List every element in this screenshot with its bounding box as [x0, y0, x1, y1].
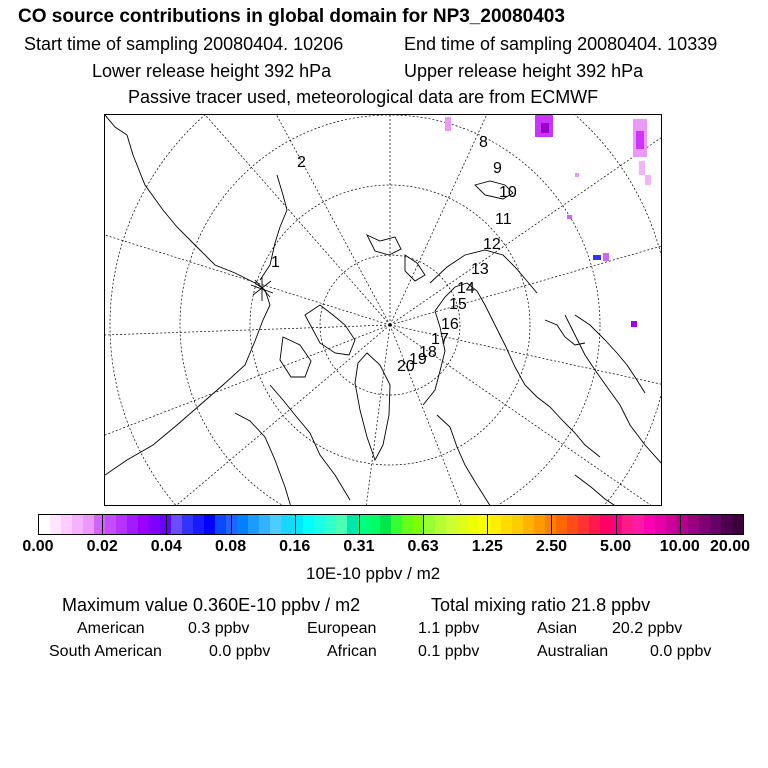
colorbar-divider	[551, 515, 552, 534]
colorbar-tick-label: 2.50	[535, 538, 568, 555]
colorbar-cell	[237, 515, 248, 534]
polar-map	[104, 114, 662, 506]
colorbar-tick-label: 1.25	[471, 538, 503, 555]
colorbar-tick-label: 0.00	[22, 538, 54, 555]
colorbar-cell	[83, 515, 94, 534]
colorbar-cell	[732, 515, 743, 534]
track-label-18: 18	[419, 344, 437, 361]
max-value-text: Maximum value 0.360E-10 ppbv / m2	[62, 595, 361, 615]
colorbar-divider	[680, 515, 681, 534]
colorbar-cell	[314, 515, 325, 534]
colorbar-cell	[325, 515, 336, 534]
colorbar-tick-label: 20.00	[709, 538, 751, 555]
colorbar-tick-label: 0.04	[150, 538, 182, 555]
colorbar-cell	[457, 515, 468, 534]
colorbar-cell	[402, 515, 413, 534]
colorbar-cell	[688, 515, 699, 534]
track-label-11: 11	[495, 211, 512, 228]
colorbar-cell	[622, 515, 633, 534]
colorbar-cell	[424, 515, 435, 534]
colorbar-ticks	[0, 538, 768, 560]
colorbar-tick-label: 5.00	[600, 538, 632, 555]
colorbar	[38, 514, 744, 535]
colorbar-cell	[512, 515, 523, 534]
track-label-20: 20	[397, 358, 415, 375]
colorbar-cell	[138, 515, 149, 534]
region-south-american-value: 0.0 ppbv	[209, 643, 271, 660]
region-american-name: American	[77, 620, 145, 637]
colorbar-cell	[589, 515, 600, 534]
colorbar-cell	[721, 515, 732, 534]
colorbar-cell	[666, 515, 677, 534]
colorbar-cell	[446, 515, 457, 534]
colorbar-tick-label: 0.63	[407, 538, 439, 555]
region-asian-name: Asian	[537, 620, 578, 637]
colorbar-cell	[556, 515, 567, 534]
colorbar-cell	[336, 515, 347, 534]
colorbar-cell	[490, 515, 501, 534]
colorbar-cell	[270, 515, 281, 534]
track-labels	[271, 134, 517, 375]
colorbar-cell	[534, 515, 545, 534]
total-mixing-text: Total mixing ratio 21.8 ppbv	[431, 595, 651, 615]
track-label-2: 2	[297, 154, 306, 171]
colorbar-cell	[468, 515, 479, 534]
colorbar-cell	[347, 515, 358, 534]
colorbar-divider	[231, 515, 232, 534]
colorbar-cell	[523, 515, 534, 534]
colorbar-cell	[435, 515, 446, 534]
region-african-name: African	[327, 643, 377, 660]
colorbar-tick-label: 0.31	[343, 538, 375, 555]
colorbar-tick-label: 10.00	[659, 538, 700, 555]
colorbar-cell	[380, 515, 391, 534]
map-canvas	[105, 115, 662, 506]
region-asian-value: 20.2 ppbv	[612, 620, 683, 637]
colorbar-divider	[295, 515, 296, 534]
colorbar-divider	[423, 515, 424, 534]
colorbar-tick-label: 0.08	[214, 538, 247, 555]
region-european-value: 1.1 ppbv	[418, 620, 480, 637]
colorbar-cell	[193, 515, 204, 534]
track-label-1: 1	[271, 254, 280, 271]
colorbar-cell	[105, 515, 116, 534]
colorbar-cell	[501, 515, 512, 534]
track-label-14: 14	[457, 280, 475, 297]
colorbar-tick-label: 0.02	[86, 538, 118, 555]
colorbar-divider	[359, 515, 360, 534]
colorbar-cell	[259, 515, 270, 534]
colorbar-tick-label: 0.16	[279, 538, 311, 555]
colorbar-cell	[281, 515, 292, 534]
region-australian-name: Australian	[537, 643, 609, 660]
track-label-16: 16	[441, 316, 459, 333]
colorbar-cell	[127, 515, 138, 534]
colorbar-cell	[72, 515, 83, 534]
colorbar-cell	[677, 515, 688, 534]
release-site-marker	[251, 277, 273, 301]
colorbar-cell	[391, 515, 402, 534]
colorbar-cell	[369, 515, 380, 534]
region-american-value: 0.3 ppbv	[188, 620, 250, 637]
start-time-text: Start time of sampling 20080404. 10206	[24, 34, 344, 54]
track-label-15: 15	[449, 296, 467, 313]
colorbar-cell	[479, 515, 490, 534]
colorbar-cell	[116, 515, 127, 534]
page-title: CO source contributions in global domain for NP3_20080403	[18, 6, 565, 27]
colorbar-cell	[655, 515, 666, 534]
region-south-american-name: South American	[49, 643, 162, 660]
region-european-name: European	[307, 620, 377, 637]
track-label-13: 13	[471, 261, 489, 278]
region-african-value: 0.1 ppbv	[418, 643, 480, 660]
colorbar-divider	[102, 515, 103, 534]
colorbar-cell	[292, 515, 303, 534]
track-label-10: 10	[499, 184, 517, 201]
colorbar-cell	[699, 515, 710, 534]
colorbar-divider	[487, 515, 488, 534]
upper-height-text: Upper release height 392 hPa	[404, 61, 644, 81]
track-label-19: 19	[409, 351, 427, 368]
track-label-12: 12	[483, 236, 501, 253]
colorbar-divider	[166, 515, 167, 534]
track-label-8: 8	[479, 134, 488, 151]
lower-height-text: Lower release height 392 hPa	[92, 61, 332, 81]
tracer-note-text: Passive tracer used, meteorological data are from ECMWF	[128, 87, 599, 107]
colorbar-cell	[567, 515, 578, 534]
track-label-9: 9	[493, 160, 502, 177]
colorbar-cell	[94, 515, 105, 534]
colorbar-divider	[616, 515, 617, 534]
region-australian-value: 0.0 ppbv	[650, 643, 712, 660]
end-time-text: End time of sampling 20080404. 10339	[404, 34, 718, 54]
colorbar-cell	[710, 515, 721, 534]
colorbar-cell	[50, 515, 61, 534]
colorbar-cell	[600, 515, 611, 534]
colorbar-cell	[633, 515, 644, 534]
latitude-circles	[110, 115, 662, 506]
tracer-plume	[445, 115, 651, 327]
colorbar-cell	[303, 515, 314, 534]
colorbar-cell	[248, 515, 259, 534]
colorbar-units: 10E-10 ppbv / m2	[306, 564, 441, 583]
colorbar-cell	[204, 515, 215, 534]
colorbar-cell	[215, 515, 226, 534]
colorbar-cell	[644, 515, 655, 534]
colorbar-cell	[578, 515, 589, 534]
colorbar-cell	[182, 515, 193, 534]
colorbar-cell	[149, 515, 160, 534]
colorbar-cell	[171, 515, 182, 534]
track-label-17: 17	[431, 331, 449, 348]
colorbar-cell	[39, 515, 50, 534]
colorbar-cell	[61, 515, 72, 534]
